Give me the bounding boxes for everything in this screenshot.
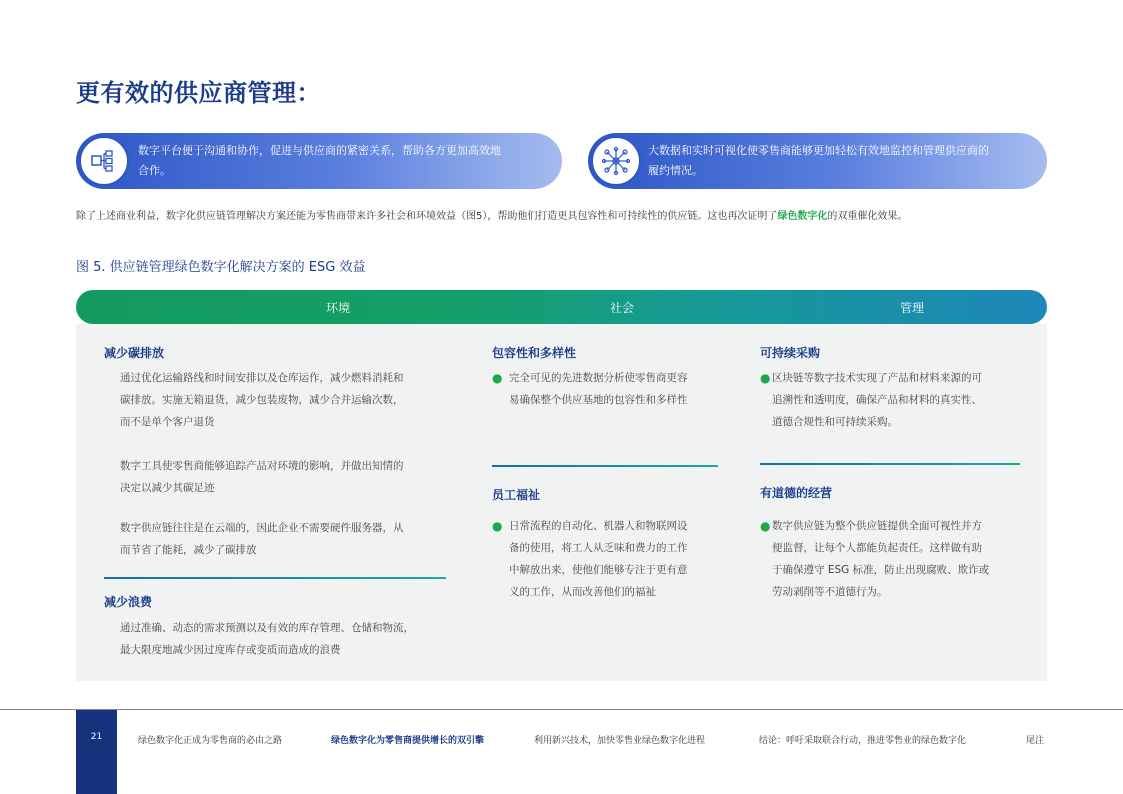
footer-nav-link[interactable]: 绿色数字化正成为零售商的必由之路: [138, 736, 283, 746]
text-line: 决定以减少其碳足迹: [120, 482, 215, 494]
text-line: 数字供应链为整个供应链提供全面可视性并方: [772, 520, 982, 532]
footer-nav-link[interactable]: 结论：呼吁采取联合行动，推进零售业的绿色数字化: [759, 736, 967, 746]
text-line: 数字工具使零售商能够追踪产品对环境的影响，并做出知情的: [120, 460, 404, 472]
waste-paragraph: [120, 617, 414, 661]
footer-nav-link[interactable]: 利用新兴技术，加快零售业绿色数字化进程: [534, 736, 706, 746]
text-line: 区块链等数字技术实现了产品和材料来源的可: [772, 372, 982, 384]
text-line: 便监督，让每个人都能负起责任。这样做有助: [772, 542, 982, 554]
figure-title: 图 5. 供应链管理绿色数字化解决方案的 ESG 效益: [76, 260, 366, 275]
column-header-governance: 管理: [899, 301, 925, 315]
carbon-paragraph-1: [120, 367, 404, 433]
bullet-dot: ●: [760, 371, 771, 385]
pill-text-line: 合作。: [138, 164, 171, 177]
intro-highlight: 绿色数字化: [777, 211, 828, 222]
intro-text-end: 的双重催化效果。: [827, 211, 908, 222]
text-line: 最大限度地减少因过度库存或变质而造成的浪费: [120, 644, 341, 656]
section-title-ethics: 有道德的经营: [760, 486, 833, 500]
pill-text-line: 数字平台便于沟通和协作，促进与供应商的紧密关系，帮助各方更加高效地: [138, 144, 501, 157]
section-title-waste: 减少浪费: [104, 595, 153, 609]
text-line: 通过优化运输路线和时间安排以及仓库运作，减少燃料消耗和: [120, 372, 404, 384]
text-line: 备的使用，将工人从乏味和费力的工作: [509, 542, 688, 554]
wellbeing-bullet: [509, 515, 688, 603]
benefit-pill-collaboration: [76, 133, 562, 189]
page-number: 21: [76, 710, 117, 794]
section-divider: [104, 577, 446, 579]
text-line: 完全可见的先进数据分析使零售商更容: [509, 372, 688, 384]
section-title-inclusion: 包容性和多样性: [492, 346, 577, 360]
section-title-sourcing: 可持续采购: [760, 346, 821, 360]
footer-divider: [0, 709, 1123, 710]
ethics-bullet: [772, 515, 989, 603]
text-line: 中解放出来，使他们能够专注于更有意: [509, 564, 688, 576]
section-title-carbon: 减少碳排放: [104, 346, 165, 360]
carbon-paragraph-2: [120, 455, 404, 499]
pill-text-line: 大数据和实时可视化使零售商能够更加轻松有效地监控和管理供应商的: [648, 144, 989, 157]
text-line: 日常流程的自动化、机器人和物联网设: [509, 520, 688, 532]
text-line: 而不是单个客户退货: [120, 416, 215, 428]
bullet-dot: ●: [492, 519, 503, 533]
inclusion-bullet: [509, 367, 688, 411]
sourcing-bullet: [772, 367, 982, 433]
esg-header-bar: [76, 290, 1047, 324]
text-line: 通过准确、动态的需求预测以及有效的库存管理、仓储和物流，: [120, 622, 414, 634]
pill-text-line: 履约情况。: [648, 164, 703, 177]
text-line: 而节省了能耗，减少了碳排放: [120, 544, 257, 556]
text-line: 道德合规性和可持续采购。: [772, 416, 898, 428]
intro-paragraph: [76, 207, 907, 222]
text-line: 易确保整个供应基地的包容性和多样性: [509, 394, 688, 406]
intro-text: 除了上述商业利益，数字化供应链管理解决方案还能为零售商带来许多社会和环境效益（图5），帮助他们打造更具包容性和可持续性的供应链。这也再次证明了: [76, 211, 778, 222]
text-line: 于确保遵守 ESG 标准，防止出现腐败、欺诈或: [772, 564, 990, 576]
text-line: 劳动剥削等不道德行为。: [772, 586, 888, 598]
text-line: 碳排放。实施无箱退货，减少包装废物，减少合并运输次数，: [120, 394, 404, 406]
text-line: 数字供应链往往是在云端的，因此企业不需要硬件服务器，从: [120, 522, 404, 534]
bullet-dot: ●: [760, 519, 771, 533]
benefit-pill-monitoring: [588, 133, 1047, 189]
network-nodes-icon: [591, 136, 641, 186]
column-header-social: 社会: [609, 301, 635, 315]
carbon-paragraph-3: [120, 517, 404, 561]
bullet-dot: ●: [492, 371, 503, 385]
section-divider: [760, 463, 1020, 465]
text-line: 义的工作，从而改善他们的福祉: [509, 586, 656, 598]
section-title-wellbeing: 员工福祉: [492, 488, 541, 502]
section-divider: [492, 465, 718, 467]
footer-nav-link[interactable]: 尾注: [1026, 736, 1045, 746]
footer-nav-link-active[interactable]: 绿色数字化为零售商提供增长的双引擎: [331, 736, 485, 746]
column-header-environment: 环境: [325, 301, 351, 315]
platform-grid-icon: [79, 136, 129, 186]
page-heading: 更有效的供应商管理：: [76, 79, 321, 107]
text-line: 追溯性和透明度，确保产品和材料的真实性、: [772, 394, 982, 406]
